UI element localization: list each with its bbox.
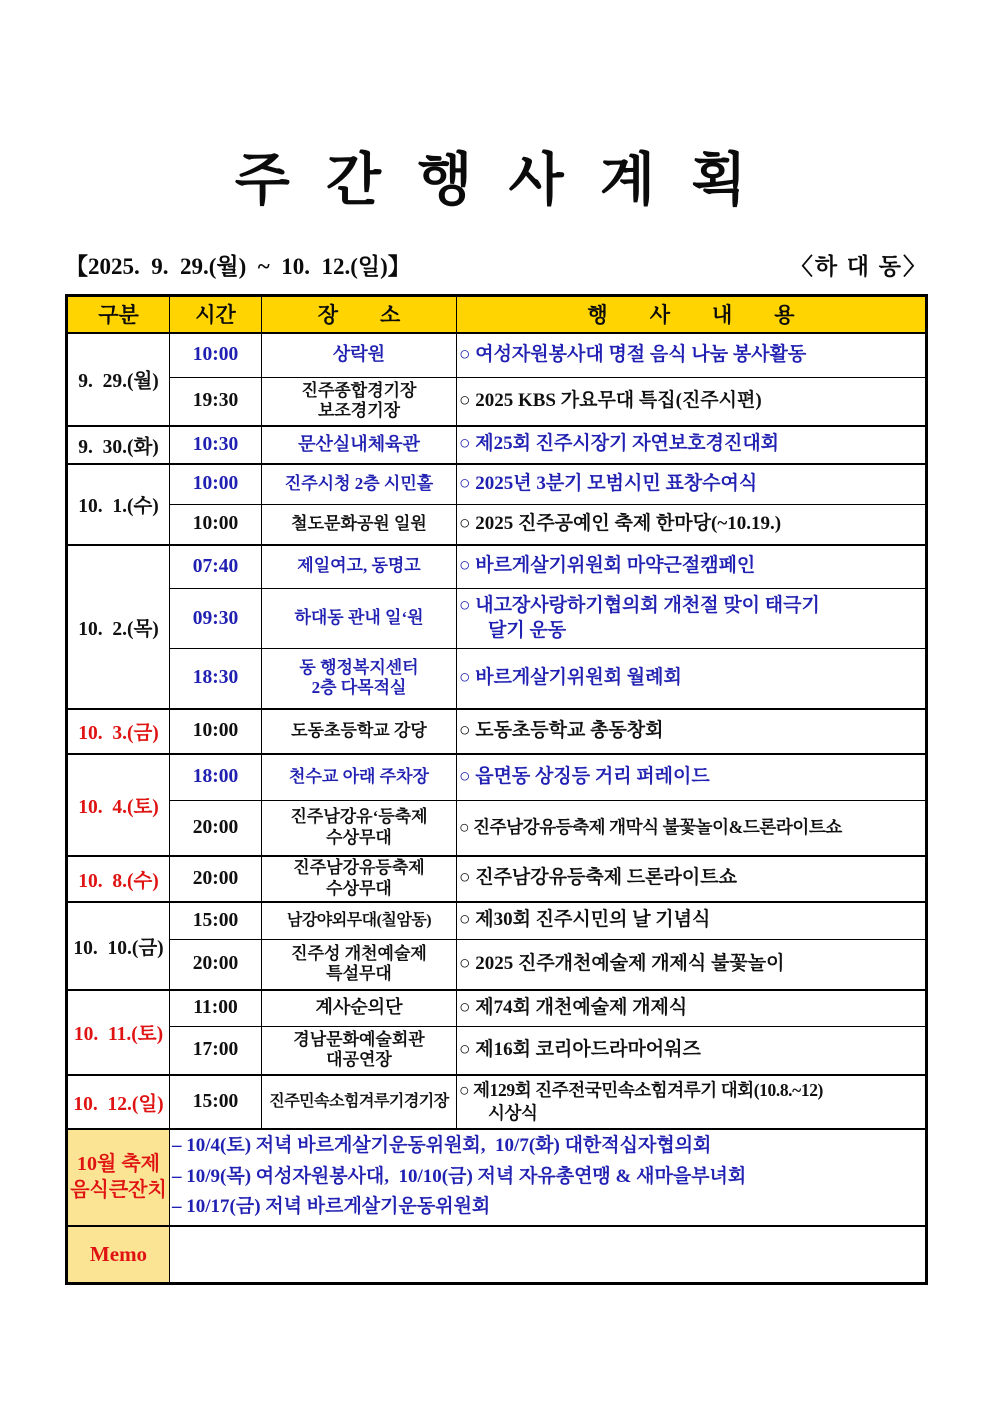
date-range: 【2025. 9. 29.(월) ~ 10. 12.(일)】 [65,253,411,279]
time-cell: 20:00 [170,856,262,902]
table-row [67,709,927,754]
date-cell: 9. 30.(화) [67,426,170,464]
date-cell: 10. 2.(목) [67,545,170,709]
event-cell: ○ 여성자원봉사대 명절 음식 나눔 봉사활동 [457,333,927,378]
festival-row [67,1129,927,1226]
time-cell: 20:00 [170,940,262,990]
place-cell: 남강야외무대(칠암동) [262,902,457,940]
place-cell: 진주성 개천예술제 특설무대 [262,940,457,990]
district-name: 〈하 대 동〉 [789,253,928,279]
event-cell: ○ 읍면동 상징등 거리 퍼레이드 [457,754,927,801]
page-title: 주 간 행 사 계 획 [234,149,758,212]
table-row [67,1075,927,1129]
table-row [67,505,927,545]
place-cell: 제일여고, 동명고 [262,545,457,589]
table-row [67,856,927,902]
table-row [67,940,927,990]
table-row [67,426,927,464]
table-header-row [67,295,927,333]
date-cell: 10. 1.(수) [67,464,170,545]
event-cell: ○ 2025 진주공예인 축제 한마당(~10.19.) [457,505,927,545]
table-row [67,990,927,1027]
event-cell: ○ 진주남강유등축제 개막식 불꽃놀이&드론라이트쇼 [457,801,927,856]
time-cell: 18:30 [170,649,262,709]
event-cell: ○ 제25회 진주시장기 자연보호경진대회 [457,426,927,464]
col-header-content: 행 사 내 용 [457,295,927,333]
time-cell: 10:00 [170,464,262,505]
col-header-category: 구분 [67,295,170,333]
time-cell: 11:00 [170,990,262,1027]
place-cell: 상락원 [262,333,457,378]
place-cell: 경남문화예술회관 대공연장 [262,1027,457,1075]
table-row [67,649,927,709]
time-cell: 17:00 [170,1027,262,1075]
place-cell: 진주남강유‘등축제 수상무대 [262,801,457,856]
time-cell: 20:00 [170,801,262,856]
place-cell: 동 행정복지센터 2층 다목적실 [262,649,457,709]
date-cell: 10. 10.(금) [67,902,170,990]
event-cell: ○ 제30회 진주시민의 날 기념식 [457,902,927,940]
festival-line: – 10/9(목) 여성자원봉사대, 10/10(금) 저녁 자유총연맹 & 새마을부녀회 [172,1165,747,1187]
event-cell: ○ 바르게살기위원회 마약근절캠페인 [457,545,927,589]
table-row [67,333,927,378]
festival-content-cell [170,1129,927,1226]
event-cell: ○ 제16회 코리아드라마어워즈 [457,1027,927,1075]
table-row [67,754,927,801]
table-row [67,545,927,589]
place-cell: 진주시청 2층 시민홀 [262,464,457,505]
place-cell: 문산실내체육관 [262,426,457,464]
time-cell: 15:00 [170,902,262,940]
time-cell: 10:00 [170,505,262,545]
time-cell: 07:40 [170,545,262,589]
event-cell: ○ 2025 KBS 가요무대 특집(진주시편) [457,378,927,426]
festival-line: – 10/4(토) 저녁 바르게살기운동위원회, 10/7(화) 대한적십자협의회 [172,1135,712,1157]
table-row [67,589,927,649]
memo-label-cell: Memo [67,1226,170,1284]
place-cell: 계사순의단 [262,990,457,1027]
table-row [67,378,927,426]
time-cell: 15:00 [170,1075,262,1129]
table-row [67,464,927,505]
place-cell: 천수교 아래 주차장 [262,754,457,801]
place-cell: 하대동 관내 일‘원 [262,589,457,649]
event-cell: ○ 제129회 진주전국민속소힘겨루기 대회(10.8.~12) 시상식 [457,1075,927,1129]
event-cell: ○ 도동초등학교 총동창회 [457,709,927,754]
event-cell: ○ 내고장사랑하기협의회 개천절 맞이 태극기 달기 운동 [457,589,927,649]
festival-line: – 10/17(금) 저녁 바르게살기운동위원회 [172,1196,491,1218]
subheader [65,248,928,281]
table-row [67,1027,927,1075]
table-row [67,801,927,856]
col-header-time: 시간 [170,295,262,333]
date-cell: 10. 12.(일) [67,1075,170,1129]
festival-label-cell: 10월 축제 음식큰잔치 [67,1129,170,1226]
time-cell: 10:00 [170,709,262,754]
place-cell: 진주종합경기장 보조경기장 [262,378,457,426]
table-row [67,902,927,940]
time-cell: 19:30 [170,378,262,426]
date-cell: 9. 29.(월) [67,333,170,426]
date-cell: 10. 8.(수) [67,856,170,902]
time-cell: 09:30 [170,589,262,649]
place-cell: 진주민속소힘겨루기경기장 [262,1075,457,1129]
place-cell: 철도문화공원 일원 [262,505,457,545]
event-cell: ○ 진주남강유등축제 드론라이트쇼 [457,856,927,902]
time-cell: 10:30 [170,426,262,464]
event-cell: ○ 2025년 3분기 모범시민 표창수여식 [457,464,927,505]
place-cell: 도동초등학교 강당 [262,709,457,754]
event-cell: ○ 제74회 개천예술제 개제식 [457,990,927,1027]
place-cell: 진주남강유등축제 수상무대 [262,856,457,902]
date-cell: 10. 3.(금) [67,709,170,754]
date-cell: 10. 11.(토) [67,990,170,1075]
event-cell: ○ 바르게살기위원회 월례회 [457,649,927,709]
schedule-table [65,294,928,1286]
memo-content-cell [170,1226,927,1284]
time-cell: 10:00 [170,333,262,378]
event-cell: ○ 2025 진주개천예술제 개제식 불꽃놀이 [457,940,927,990]
memo-row [67,1226,927,1284]
col-header-place: 장 소 [262,295,457,333]
time-cell: 18:00 [170,754,262,801]
date-cell: 10. 4.(토) [67,754,170,856]
